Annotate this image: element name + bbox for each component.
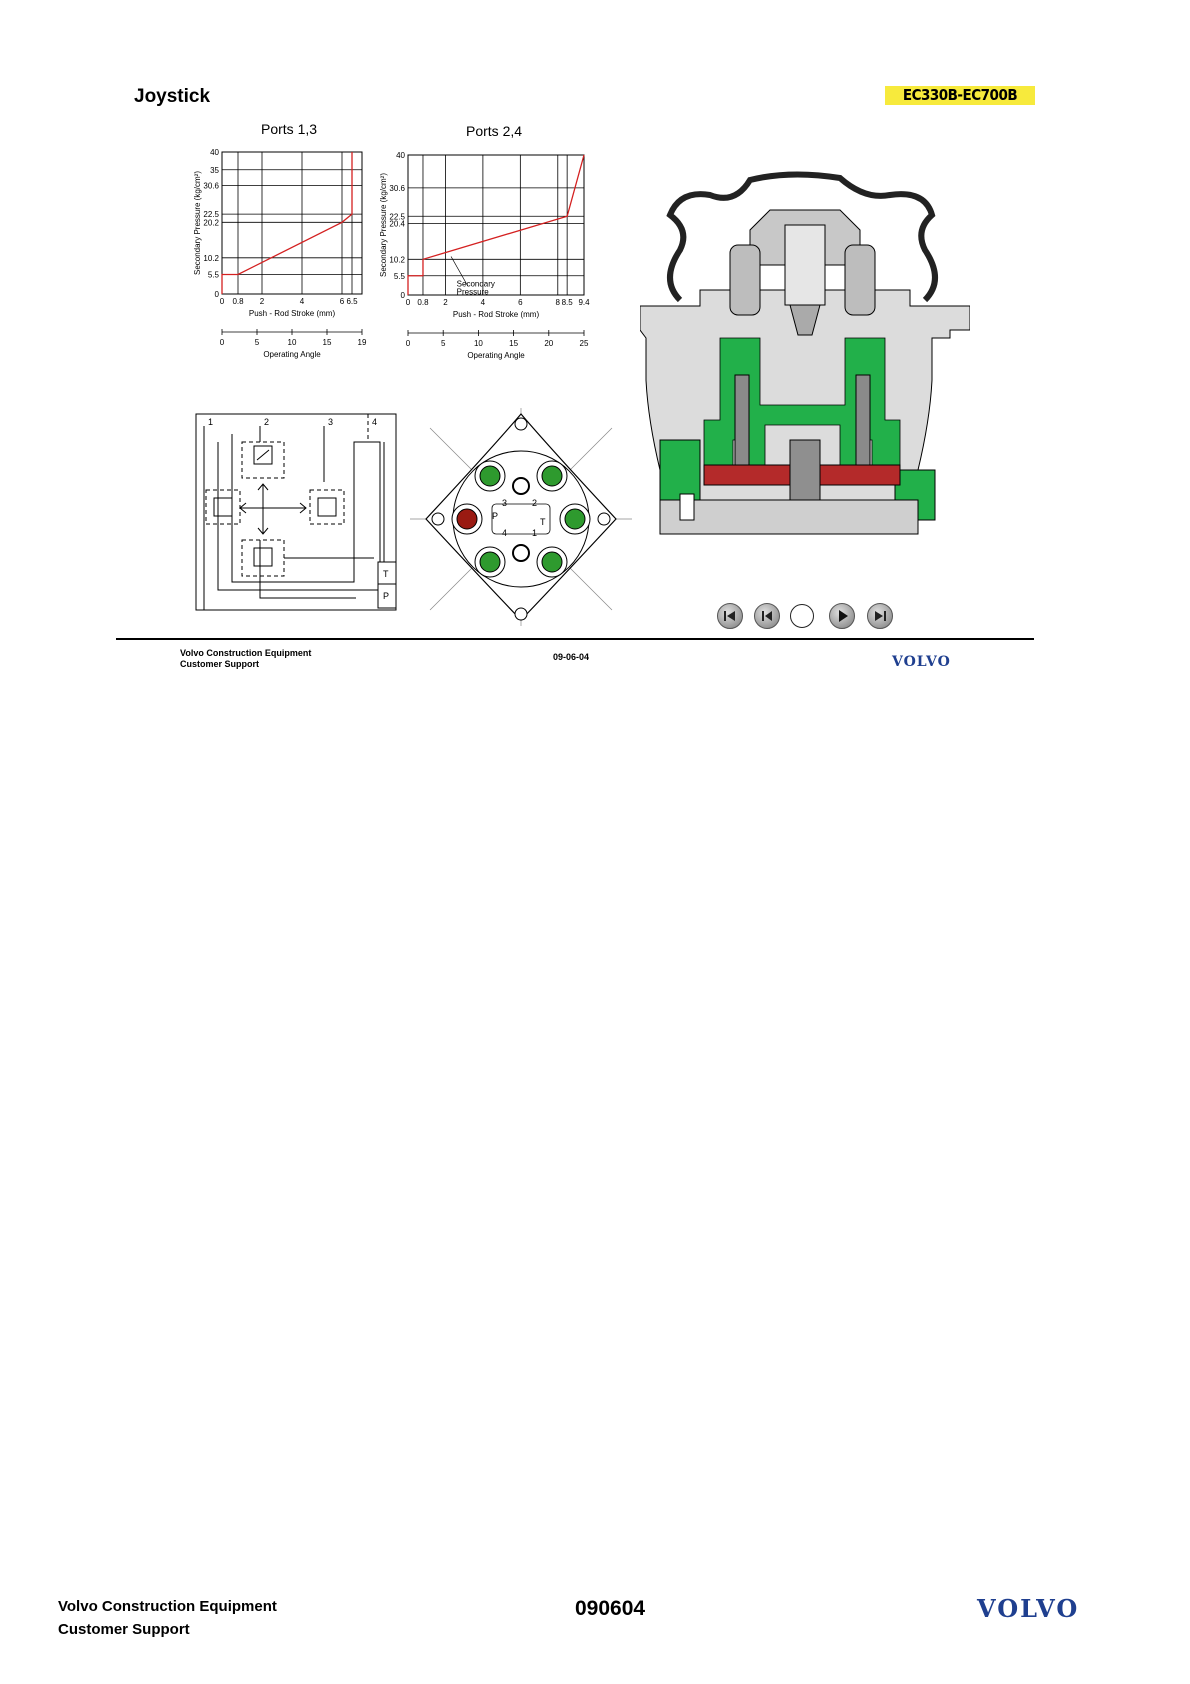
last-icon	[868, 604, 892, 628]
port-2	[537, 461, 567, 491]
x-tick-label: 4	[299, 297, 305, 306]
previous-icon	[755, 604, 779, 628]
chart-1-title: Ports 1,3	[261, 121, 318, 137]
x-tick-label: 2	[443, 298, 448, 307]
x-tick-label: 0.8	[232, 297, 244, 306]
y-tick-label: 40	[210, 148, 219, 157]
y-tick-label: 22.5	[389, 212, 405, 222]
slide-volvo-logo: VOLVO	[892, 654, 951, 670]
x-tick-label: 4	[480, 298, 486, 307]
annotation-text: Secondary	[456, 279, 495, 289]
port-label-1: 1	[208, 417, 214, 427]
x-tick-label: 6	[339, 297, 345, 306]
svg-text:3: 3	[502, 498, 508, 508]
x-tick-label: 0	[219, 297, 225, 306]
port-t	[560, 504, 590, 534]
operating-angle-tick-label: 10	[287, 338, 297, 347]
operating-angle-tick-label: 19	[357, 338, 367, 347]
page-volvo-logo: VOLVO	[977, 1594, 1080, 1623]
svg-text:T: T	[540, 517, 546, 527]
port-4	[475, 547, 505, 577]
operating-angle-tick-label: 10	[473, 339, 483, 348]
svg-text:P: P	[492, 511, 499, 521]
chart-2-title: Ports 2,4	[466, 123, 523, 139]
operating-angle-tick-label: 15	[509, 339, 519, 348]
operating-angle-tick-label: 0	[219, 338, 225, 347]
port-3	[475, 461, 505, 491]
x-axis-label: Push - Rod Stroke (mm)	[248, 309, 336, 318]
tank-label: T	[383, 569, 389, 579]
operating-angle-label: Operating Angle	[263, 350, 321, 359]
operating-angle-tick-label: 25	[579, 339, 589, 348]
x-tick-label: 0.8	[417, 298, 429, 307]
y-tick-label: 20.2	[203, 218, 219, 228]
slide-footer-date: 09-06-04	[553, 652, 590, 662]
operating-angle-tick-label: 5	[440, 339, 446, 348]
x-tick-label: 6.5	[346, 297, 358, 306]
first-icon	[718, 604, 742, 628]
operating-angle-tick-label: 0	[405, 339, 411, 348]
hydraulic-schematic	[194, 412, 400, 612]
annotation-text: Pressure	[456, 287, 489, 297]
y-axis-label: Secondary Pressure (kg/cm²)	[193, 170, 202, 276]
port-label-3: 3	[328, 417, 334, 427]
pressure-label: P	[383, 591, 390, 601]
port-p	[452, 504, 482, 534]
y-tick-label: 35	[210, 165, 219, 175]
previous-slide-button[interactable]	[754, 603, 780, 629]
port-label-2: 2	[264, 417, 270, 427]
model-badge: EC330B-EC700B	[885, 86, 1035, 105]
pressure-curve	[222, 152, 352, 294]
x-tick-label: 8.5	[561, 298, 573, 307]
y-tick-label: 5.5	[207, 270, 219, 280]
y-tick-label: 10.2	[203, 253, 219, 263]
y-tick-label: 5.5	[393, 271, 405, 281]
x-tick-label: 6	[518, 298, 523, 307]
operating-angle-tick-label: 20	[544, 339, 554, 348]
joystick-cross-section	[640, 170, 970, 570]
y-axis-label: Secondary Pressure (kg/cm²)	[379, 172, 388, 278]
port-1	[537, 547, 567, 577]
svg-text:4: 4	[502, 528, 508, 538]
last-slide-button[interactable]	[867, 603, 893, 629]
first-slide-button[interactable]	[717, 603, 743, 629]
play-icon	[830, 604, 854, 628]
y-tick-label: 30.6	[203, 181, 219, 191]
svg-text:1: 1	[532, 528, 538, 538]
slide-footer-rule	[116, 638, 1034, 640]
port-label-4: 4	[372, 417, 378, 427]
page-footer-org: Volvo Construction Equipment Customer Support	[58, 1598, 277, 1638]
y-tick-label: 20.4	[389, 219, 405, 229]
y-tick-label: 40	[396, 151, 405, 160]
x-tick-label: 0	[405, 298, 411, 307]
operating-angle-label: Operating Angle	[467, 351, 525, 360]
play-button[interactable]	[829, 603, 855, 629]
slide-footer-org: Volvo Construction Equipment Customer Support	[180, 648, 312, 669]
chart-1	[180, 140, 380, 370]
y-tick-label: 0	[400, 291, 405, 300]
x-tick-label: 9.4	[578, 298, 590, 307]
svg-text:2: 2	[532, 498, 538, 508]
x-tick-label: 2	[259, 297, 265, 306]
operating-angle-tick-label: 5	[254, 338, 260, 347]
chart-2	[372, 140, 604, 370]
x-axis-label: Push - Rod Stroke (mm)	[452, 310, 540, 319]
y-tick-label: 22.5	[203, 210, 219, 220]
stop-button[interactable]	[790, 604, 814, 628]
operating-angle-tick-label: 15	[322, 338, 332, 347]
y-tick-label: 0	[214, 290, 219, 299]
page-footer-doc-number: 090604	[575, 1597, 646, 1620]
x-tick-label: 8	[555, 298, 561, 307]
y-tick-label: 30.6	[389, 183, 405, 193]
y-tick-label: 10.2	[389, 255, 405, 265]
port-view-diagram	[410, 408, 632, 626]
page-title: Joystick	[134, 86, 211, 107]
